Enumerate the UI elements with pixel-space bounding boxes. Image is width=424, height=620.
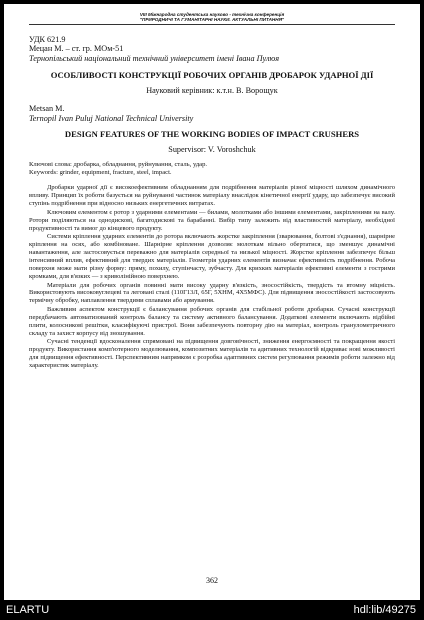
keywords-ua: Ключові слова: дробарка, обладнання, руйнування, сталь, удар. [29,160,208,168]
affiliation-ua: Тернопільський національний технічний університет імені Івана Пулюя [29,54,280,63]
author-ua: Мецан М. – ст. гр. МОм-51 [29,44,124,54]
conference-header-line2: "ПРИРОДНИЧІ ТА ГУМАНІТАРНІ НАУКИ. АКТУАЛЬНІ ПИТАННЯ" [139,17,285,23]
keywords-en: Keywords: grinder, equipment, fracture, steel, impact. [29,169,172,177]
title-en: DESIGN FEATURES OF THE WORKING BODIES OF IMPACT CRUSHERS [64,129,360,140]
article-body [29,184,395,369]
paragraph-5: Важливим аспектом конструкції є балансування робочих органів для стабільної роботи дробарки. Сучасні конструкції передбачають автоматизований контроль балансу та систему активного балансування. Додаткові елементи включають відбійні плити, колосникові решітки, класифікуючі пристрої. Вони забезпечують повторну дію на матеріал, контроль гранулометричного складу та захист корпусу від зношування. [29,306,395,337]
conference-header [29,12,395,23]
paragraph-3: Системи кріплення ударних елементів до ротора включають жорстке закріплення (зварювання, болтові з'єднання), шарнірне кріплення на осях, або комбіноване. Шарнірне кріплення дозволяє молоткам вільно обертатися, що зменшує динамічні навантаження, але застосовується переважно для матеріалів середньої та низької міцності. Жорстке кріплення забезпечує більш інтенсивний вплив, ефективний для твердих матеріалів. Геометрія ударних елементів визначає ефективність подрібнення. Робоча поверхня може мати різну форму: пряму, похилу, ступінчасту, зубчасту. Для крихких матеріалів ефективні елементи з гострими кромками, для в'язких — з криволінійною поверхнею. [29,233,395,280]
paragraph-6: Сучасні тенденції вдосконалення спрямовані на підвищення довговічності, зниження енергоємності та покращення якості продукту. Використання комп'ютерного моделювання, композитних матеріалів та адитивних технологій відкриває нові можливості для підвищення ефективності. Перспективним напрямком є розробка адаптивних систем регулювання режимів роботи залежно від характеристик матеріалу. [29,338,395,369]
paragraph-4: Матеріали для робочих органів повинні мати високу ударну в'язкість, зносостійкість, твердість та втомну міцність. Використовують високовуглецеві та леговані сталі (110Г13Л, 65Г, 5ХНМ, 4Х5МФС). Для підвищення зносостійкості застосовують термічну обробку, наплавлення твердими сплавами або армування. [29,281,395,305]
author-en: Metsan M. [29,104,65,114]
ua-metadata [29,35,395,64]
repository-label: ELARTU [6,604,50,616]
header-rule [29,24,395,25]
affiliation-en: Ternopil Ivan Puluj National Technical University [29,113,194,123]
supervisor-en: Supervisor: V. Voroshchuk [168,145,256,155]
supervisor-ua: Науковий керівник: к.т.н. В. Ворощук [146,85,278,95]
en-metadata [29,104,395,123]
keywords-block [29,161,395,177]
handle-label[interactable]: hdl:lib/49275 [353,604,416,616]
document-page [4,4,420,600]
page-number: 362 [206,576,218,585]
footer-bar [0,600,424,620]
udk-code: УДК 621.9 [29,34,66,44]
title-ua: ОСОБЛИВОСТІ КОНСТРУКЦІЇ РОБОЧИХ ОРГАНІВ ДРОБАРОК УДАРНОЇ ДІЇ [50,69,374,80]
paragraph-1: Дробарки ударної дії є високоефективним обладнанням для подрібнення матеріалів різної міцності шляхом динамічного впливу. Принцип їх роботи базується на руйнуванні частинок матеріалу внаслідок кінетичної енергії удару, що забезпечує високий ступінь подрібнення при відносно низьких енергетичних витратах. [29,184,395,208]
conference-header-line1: VIII Міжнародна студентська науково - технічна конференція [139,12,285,17]
paragraph-2: Ключовим елементом є ротор з ударними елементами — билами, молотками або іншими елементами, закріпленими на валу. Ротори поділяються на однодискові, багатодискові та барабанні. Вибір типу залежить від властивостей матеріалу, необхідної продуктивності та вимог до кінцевого продукту. [29,208,395,232]
